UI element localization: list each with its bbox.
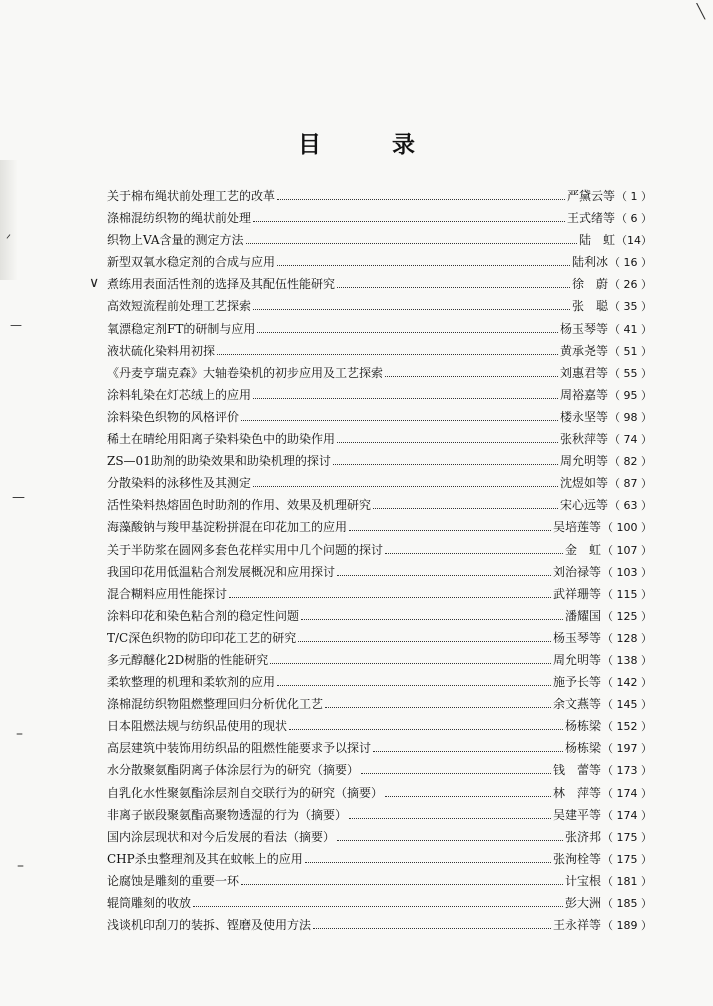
toc-entry-title: 稀土在晴纶用阳离子染料染色中的助染作用 bbox=[107, 432, 336, 447]
toc-entry-title: 高层建筑中装饰用纺织品的阻燃性能要求予以探讨 bbox=[107, 741, 372, 756]
toc-entry bbox=[107, 450, 652, 472]
toc-leader-dots bbox=[253, 308, 570, 310]
toc-entry-page: （ 152 ） bbox=[602, 720, 652, 734]
toc-entry-title: 活性染料热熔固色时助剂的作用、效果及机理研究 bbox=[107, 498, 372, 513]
toc-entry-page: （ 174 ） bbox=[602, 786, 652, 800]
toc-entry-page: （ 6 ） bbox=[616, 212, 652, 226]
toc-entry bbox=[107, 472, 652, 494]
toc-leader-dots bbox=[385, 375, 558, 377]
toc-entry-page: （ 175 ） bbox=[602, 852, 652, 866]
margin-dash-icon: – bbox=[16, 726, 23, 742]
toc-entry-page: （ 35 ） bbox=[609, 300, 652, 314]
toc-entry-title: 关于半防浆在圆网多套色花样实用中几个问题的探讨 bbox=[107, 542, 384, 557]
toc-entry-author: 宋心远等 bbox=[559, 498, 608, 513]
toc-leader-dots bbox=[193, 905, 563, 907]
toc-entry-title: 《丹麦亨瑞克森》大轴卷染机的初步应用及工艺探索 bbox=[107, 365, 384, 380]
check-mark-icon: ∨ bbox=[89, 275, 100, 291]
toc-entry-title: 论腐蚀是雕刻的重要一环 bbox=[107, 873, 240, 888]
toc-leader-dots bbox=[257, 331, 558, 333]
toc-entry bbox=[107, 826, 652, 848]
toc-leader-dots bbox=[333, 463, 558, 465]
toc-entry-page: （ 16 ） bbox=[609, 256, 652, 270]
toc-entry-title: 涂料染色织物的风格评价 bbox=[107, 409, 240, 424]
toc-entry-page: （ 115 ） bbox=[602, 587, 652, 601]
toc-leader-dots bbox=[385, 552, 563, 554]
toc-entry-author: 林 萍等 bbox=[552, 785, 601, 800]
toc-entry-title: 分散染料的泳移性及其测定 bbox=[107, 476, 252, 491]
toc-entry bbox=[107, 384, 652, 406]
toc-entry-author: 张济邦 bbox=[564, 829, 601, 844]
toc-entry bbox=[107, 804, 652, 826]
margin-dash-icon: — bbox=[10, 318, 22, 332]
toc-entry bbox=[107, 406, 652, 428]
toc-entry-title: 涂料轧染在灯芯绒上的应用 bbox=[107, 387, 252, 402]
toc-entry-page: （ 100 ） bbox=[602, 521, 652, 535]
toc-leader-dots bbox=[385, 795, 551, 797]
toc-entry bbox=[107, 273, 652, 295]
toc-entry-title: 辊筒雕刻的收放 bbox=[107, 896, 192, 910]
toc-entry bbox=[107, 737, 652, 759]
toc-entry-author: 武祥珊等 bbox=[552, 586, 601, 601]
toc-entry bbox=[107, 340, 652, 362]
toc-entry-page: （ 128 ） bbox=[602, 631, 652, 645]
toc-entry bbox=[107, 583, 652, 605]
toc-entry bbox=[107, 561, 652, 583]
toc-entry-page: （ 74 ） bbox=[609, 433, 652, 447]
toc-entry-title: 关于棉布绳状前处理工艺的改革 bbox=[107, 189, 276, 203]
toc-entry-author: 沈煜如等 bbox=[559, 476, 608, 491]
table-of-contents bbox=[107, 185, 652, 936]
toc-entry-title: 涤棉混纺织物的绳状前处理 bbox=[107, 211, 252, 226]
toc-entry-title: 液状硫化染料用初探 bbox=[107, 343, 216, 358]
toc-entry-author: 张洵栓等 bbox=[552, 851, 601, 866]
toc-entry-page: （ 103 ） bbox=[602, 565, 652, 579]
toc-entry-title: ZS—01助剂的助染效果和助染机理的探讨 bbox=[107, 454, 331, 469]
toc-leader-dots bbox=[373, 507, 558, 509]
toc-entry bbox=[107, 782, 652, 804]
toc-leader-dots bbox=[241, 883, 563, 885]
toc-entry bbox=[107, 605, 652, 627]
toc-entry-title: 氧漂稳定剂FT的研制与应用 bbox=[107, 321, 256, 336]
toc-leader-dots bbox=[277, 198, 565, 200]
toc-entry-author: 杨栋梁 bbox=[564, 741, 601, 756]
toc-leader-dots bbox=[253, 397, 558, 399]
toc-entry-title: 浅谈机印刮刀的装拆、铿磨及使用方法 bbox=[107, 918, 312, 933]
toc-entry-title: 混合糊料应用性能探讨 bbox=[107, 586, 228, 601]
toc-entry-author: 周裕嘉等 bbox=[559, 387, 608, 402]
toc-entry-page: （ 181 ） bbox=[602, 874, 652, 888]
toc-leader-dots bbox=[229, 596, 551, 598]
toc-entry-author: 陆利冰 bbox=[571, 255, 608, 270]
toc-entry-author: 杨栋梁 bbox=[564, 719, 601, 734]
toc-entry bbox=[107, 516, 652, 538]
toc-entry bbox=[107, 362, 652, 384]
scan-edge-shadow bbox=[0, 160, 18, 280]
toc-entry-author: 刘惠君等 bbox=[559, 365, 608, 380]
toc-leader-dots bbox=[305, 861, 551, 863]
toc-entry bbox=[107, 229, 652, 251]
toc-entry-author: 钱 蕾等 bbox=[552, 763, 601, 778]
toc-entry-title: 海藻酸钠与羧甲基淀粉拼混在印花加工的应用 bbox=[107, 520, 348, 535]
toc-entry bbox=[107, 892, 652, 914]
toc-entry-page: （ 173 ） bbox=[602, 764, 652, 778]
toc-entry-title: 日本阻燃法规与纺织品使用的现状 bbox=[107, 719, 288, 734]
toc-entry-author: 杨玉琴等 bbox=[552, 630, 601, 645]
toc-entry-author: 周允明等 bbox=[559, 454, 608, 469]
toc-leader-dots bbox=[277, 684, 551, 686]
toc-entry-author: 金 虹 bbox=[564, 542, 601, 557]
toc-entry-title: 柔软整理的机理和柔软剂的应用 bbox=[107, 675, 276, 690]
toc-entry-title: 自乳化水性聚氨酯涂层剂自交联行为的研究（摘要） bbox=[107, 785, 384, 800]
toc-entry-page: （ 55 ） bbox=[609, 366, 652, 380]
toc-leader-dots bbox=[337, 574, 551, 576]
toc-entry bbox=[107, 318, 652, 340]
toc-entry-author: 计宝根 bbox=[564, 873, 601, 888]
toc-entry-page: （ 125 ） bbox=[602, 609, 652, 623]
toc-entry-title: 高效短流程前处理工艺探索 bbox=[107, 299, 252, 314]
toc-leader-dots bbox=[349, 817, 551, 819]
toc-entry-title: 煮练用表面活性剂的选择及其配伍性能研究 bbox=[107, 277, 336, 292]
toc-entry-author: 彭大洲 bbox=[564, 896, 601, 910]
toc-leader-dots bbox=[253, 485, 558, 487]
toc-entry-page: （ 51 ） bbox=[609, 344, 652, 358]
toc-entry-title: 多元醇醚化2D树脂的性能研究 bbox=[107, 652, 269, 667]
toc-entry-page: （ 98 ） bbox=[609, 410, 652, 424]
toc-entry bbox=[107, 914, 652, 936]
toc-entry-page: （ 82 ） bbox=[609, 455, 652, 469]
toc-leader-dots bbox=[349, 529, 551, 531]
toc-entry-author: 楼永坚等 bbox=[559, 409, 608, 424]
margin-dash-icon: — bbox=[12, 490, 25, 505]
toc-entry-title: 我国印花用低温粘合剂发展概况和应用探讨 bbox=[107, 564, 336, 579]
toc-entry bbox=[107, 759, 652, 781]
toc-entry-page: （ 63 ） bbox=[609, 499, 652, 513]
toc-entry bbox=[107, 848, 652, 870]
toc-entry-author: 吴建平等 bbox=[552, 807, 601, 822]
page-title: 目 录 bbox=[298, 131, 439, 158]
toc-entry-title: 水分散聚氨酯阴离子体涂层行为的研究（摘要） bbox=[107, 763, 360, 778]
toc-entry-page: （ 185 ） bbox=[602, 897, 652, 910]
toc-entry-title: CHP杀虫整理剂及其在蚊帐上的应用 bbox=[107, 851, 303, 866]
toc-entry-page: （ 26 ） bbox=[609, 278, 652, 292]
toc-entry-page: （ 174 ） bbox=[602, 808, 652, 822]
toc-entry-author: 王永祥等 bbox=[552, 918, 601, 933]
toc-entry-author: 严黛云等 bbox=[566, 189, 615, 203]
toc-entry-title: 织物上VA含量的测定方法 bbox=[107, 233, 244, 248]
toc-leader-dots bbox=[337, 441, 558, 443]
toc-entry-page: （ 197 ） bbox=[602, 742, 652, 756]
toc-entry-author: 张 聪 bbox=[571, 299, 608, 314]
toc-entry-page: （ 1 ） bbox=[616, 190, 652, 203]
toc-entry-author: 刘治禄等 bbox=[552, 564, 601, 579]
toc-entry bbox=[107, 251, 652, 273]
toc-entry-page: （14） bbox=[616, 234, 652, 248]
margin-dash-icon: – bbox=[17, 858, 24, 874]
toc-entry-page: （ 138 ） bbox=[602, 653, 652, 667]
toc-entry-author: 黄承尧等 bbox=[559, 343, 608, 358]
toc-entry-title: 新型双氧水稳定剂的合成与应用 bbox=[107, 255, 276, 270]
margin-scribble-icon: ᐟ bbox=[6, 232, 12, 246]
corner-mark-icon: ╲ bbox=[696, 4, 705, 20]
toc-leader-dots bbox=[373, 750, 563, 752]
toc-entry-page: （ 145 ） bbox=[602, 698, 652, 712]
toc-entry-author: 吴培莲等 bbox=[552, 520, 601, 535]
toc-entry bbox=[107, 627, 652, 649]
toc-entry-author: 周允明等 bbox=[552, 652, 601, 667]
toc-entry-page: （ 41 ） bbox=[609, 322, 652, 336]
toc-entry-page: （ 87 ） bbox=[609, 477, 652, 491]
toc-entry bbox=[107, 649, 652, 671]
toc-entry bbox=[107, 671, 652, 693]
toc-entry bbox=[107, 494, 652, 516]
toc-leader-dots bbox=[217, 353, 558, 355]
toc-entry bbox=[107, 295, 652, 317]
toc-entry-page: （ 95 ） bbox=[609, 388, 652, 402]
toc-entry bbox=[107, 870, 652, 892]
toc-leader-dots bbox=[277, 264, 570, 266]
toc-leader-dots bbox=[253, 220, 565, 222]
toc-leader-dots bbox=[313, 927, 551, 929]
toc-leader-dots bbox=[361, 772, 551, 774]
toc-entry-page: （ 189 ） bbox=[602, 919, 652, 933]
toc-leader-dots bbox=[301, 618, 563, 620]
toc-entry bbox=[107, 428, 652, 450]
toc-entry-author: 徐 蔚 bbox=[571, 277, 608, 292]
toc-entry-page: （ 175 ） bbox=[602, 830, 652, 844]
toc-leader-dots bbox=[337, 286, 570, 288]
toc-leader-dots bbox=[241, 419, 558, 421]
toc-entry-page: （ 107 ） bbox=[602, 543, 652, 557]
toc-entry-page: （ 142 ） bbox=[602, 676, 652, 690]
toc-entry-author: 王式绪等 bbox=[566, 211, 615, 226]
toc-entry-author: 潘耀国 bbox=[564, 608, 601, 623]
toc-entry bbox=[107, 539, 652, 561]
toc-entry-author: 施予长等 bbox=[552, 675, 601, 690]
toc-entry bbox=[107, 207, 652, 229]
toc-entry bbox=[107, 715, 652, 737]
toc-leader-dots bbox=[246, 242, 577, 244]
toc-entry bbox=[107, 693, 652, 715]
toc-leader-dots bbox=[270, 662, 551, 664]
toc-leader-dots bbox=[325, 706, 551, 708]
toc-entry-title: 涂料印花和染色粘合剂的稳定性问题 bbox=[107, 608, 300, 623]
toc-entry bbox=[107, 185, 652, 207]
toc-entry-title: 涤棉混纺织物阻燃整理回归分析优化工艺 bbox=[107, 697, 324, 712]
toc-entry-title: 非离子嵌段聚氨酯高聚物透湿的行为（摘要） bbox=[107, 807, 348, 822]
toc-entry-author: 杨玉琴等 bbox=[559, 321, 608, 336]
toc-leader-dots bbox=[298, 640, 551, 642]
toc-entry-author: 陆 虹 bbox=[578, 233, 615, 248]
toc-leader-dots bbox=[289, 728, 563, 730]
toc-entry-title: 国内涂层现状和对今后发展的看法（摘要） bbox=[107, 829, 336, 844]
toc-leader-dots bbox=[337, 839, 563, 841]
toc-entry-author: 余文燕等 bbox=[552, 697, 601, 712]
toc-entry-author: 张秋萍等 bbox=[559, 432, 608, 447]
toc-entry-title: T/C深色织物的防印印花工艺的研究 bbox=[107, 630, 297, 645]
